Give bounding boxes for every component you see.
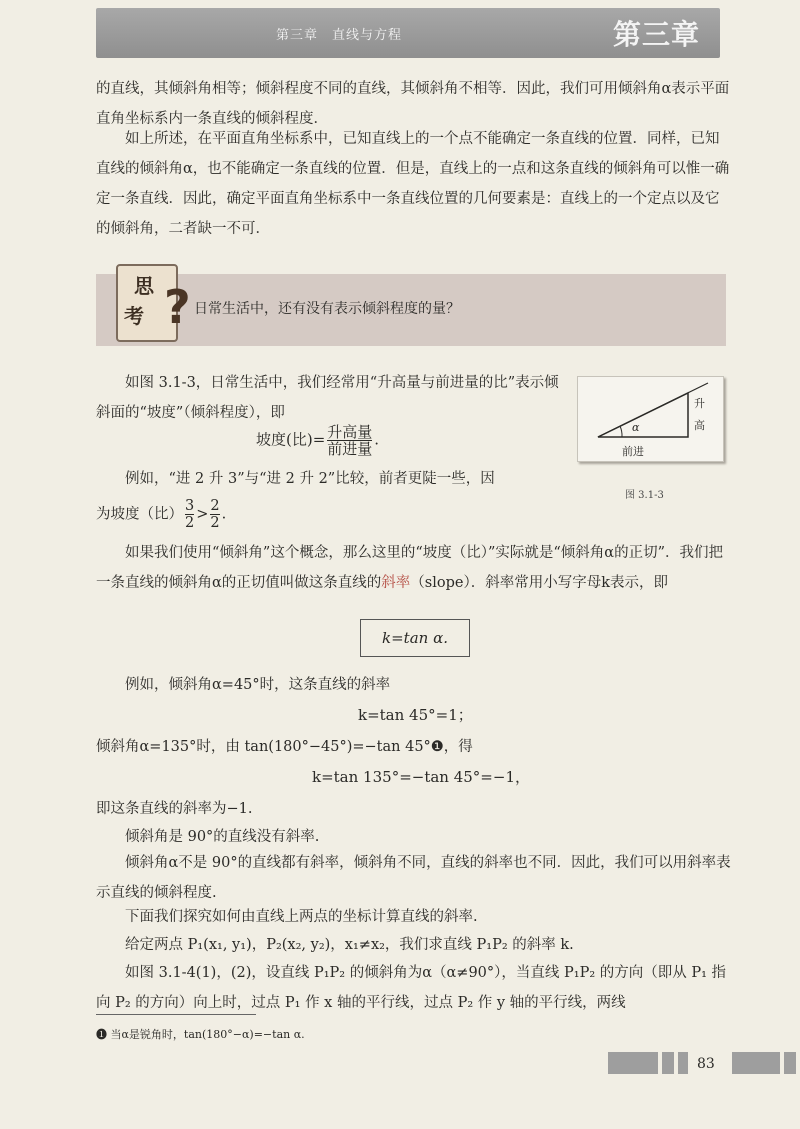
- footnote: ❶ 当α是锐角时，tan(180°−α)=−tan α.: [96, 1028, 305, 1041]
- slope-term: 斜率: [381, 575, 411, 591]
- para5-text: 为坡度（比）: [96, 506, 183, 523]
- page-bar-left-2: [662, 1052, 674, 1074]
- equation-2: k=tan 135°=−tan 45°=−1，: [312, 768, 530, 786]
- paragraph-2: 如上所述，在平面直角坐标系中，已知直线上的一个点不能确定一条直线的位置．同样，已知直线的倾斜角α，也不能确定一条直线的位置．但是，直线上的一点和这条直线的倾斜角可以惟一确定一条直线．因此，确定平面直角坐标系中一条直线位置的几何要素是：直线上的一个定点以及它的倾斜角，二者缺一不可．: [96, 131, 730, 237]
- chapter-label: 第三章: [612, 18, 700, 51]
- question-mark-icon: ?: [164, 280, 191, 334]
- page-bar-right: [732, 1052, 780, 1074]
- formula-denominator: 前进量: [327, 440, 373, 458]
- figure-3-1-3: [577, 376, 724, 462]
- formula-numerator: 升高量: [327, 423, 373, 441]
- chapter-title: 第三章 直线与方程: [276, 28, 403, 43]
- para5-end: .: [221, 506, 227, 523]
- fraction-2-den: 2: [210, 515, 220, 531]
- paragraph-14: 如图 3.1-4(1)，(2)，设直线 P₁P₂ 的倾斜角为α（α≠90°），当直线 P₁P₂ 的方向（即从 P₁ 指向 P₂ 的方向）向上时，过点 P₁ 作 x 轴的平行线，过点 P₂ 作 y 轴的平行线，两线: [96, 965, 727, 1011]
- paragraph-3: 如图 3.1-3，日常生活中，我们经常用“升高量与前进量的比”表示倾斜面的“坡度”（倾斜程度），即: [96, 375, 559, 421]
- paragraph-13: 给定两点 P₁(x₁, y₁)，P₂(x₂, y₂)，x₁≠x₂，我们求直线 P₁P₂ 的斜率 k.: [125, 937, 574, 953]
- slope-line: [598, 383, 708, 437]
- para6-text: 如果我们使用“倾斜角”这个概念，那么这里的“坡度（比）”实际就是“倾斜角α的正切”．我们把一条直线的倾斜角α的正切值叫做这条直线的: [96, 545, 724, 591]
- page-bar-left-3: [678, 1052, 688, 1074]
- paragraph-5: [96, 498, 566, 531]
- chapter-header: [96, 8, 720, 58]
- paragraph-11: 倾斜角α不是 90°的直线都有斜率，倾斜角不同，直线的斜率也不同．因此，我们可以用斜率表示直线的倾斜程度.: [96, 855, 731, 901]
- think-badge-bottom: 考: [124, 304, 144, 328]
- page-bar-right-2: [784, 1052, 796, 1074]
- paragraph-10: 倾斜角是 90°的直线没有斜率.: [125, 829, 320, 845]
- para6-text-b: （slope）．斜率常用小写字母k表示，即: [410, 575, 669, 591]
- paragraph-4: 例如，“进 2 升 3”与“进 2 升 2”比较，前者更陡一些，因: [125, 471, 495, 487]
- greater-than: >: [196, 506, 209, 523]
- equation-1: k=tan 45°=1；: [358, 706, 473, 724]
- fraction-1-num: 3: [185, 498, 195, 514]
- page-number: 83: [697, 1056, 715, 1072]
- formula-lhs: 坡度(比)=: [256, 430, 326, 449]
- fraction-2-num: 2: [210, 498, 220, 514]
- think-question: 日常生活中，还有没有表示倾斜程度的量？: [194, 301, 460, 317]
- footnote-rule: [96, 1014, 256, 1015]
- paragraph-7: 例如，倾斜角α=45°时，这条直线的斜率: [125, 677, 391, 693]
- angle-arc: [620, 426, 622, 437]
- paragraph-8: 倾斜角α=135°时，由 tan(180°−45°)=−tan 45°❶，得: [96, 739, 473, 755]
- run-label: 前进: [622, 445, 644, 458]
- fraction-1-den: 2: [185, 515, 195, 531]
- formula-slope-ratio: [256, 424, 379, 457]
- boxed-formula: k=tan α.: [360, 619, 470, 657]
- page-bar-left: [608, 1052, 658, 1074]
- rise-label-1: 升: [694, 397, 705, 410]
- paragraph-9: 即这条直线的斜率为−1.: [96, 801, 253, 817]
- formula-end: .: [374, 430, 380, 449]
- angle-label: α: [632, 421, 640, 434]
- paragraph-6: [96, 538, 732, 598]
- paragraph-12: 下面我们探究如何由直线上两点的坐标计算直线的斜率.: [125, 909, 478, 925]
- think-badge-top: 思: [134, 274, 154, 298]
- figure-caption: 图 3.1-3: [625, 490, 664, 501]
- think-box: [96, 274, 726, 346]
- paragraph-1: 的直线，其倾斜角相等；倾斜程度不同的直线，其倾斜角不相等．因此，我们可用倾斜角α表示平面直角坐标系内一条直线的倾斜程度．: [96, 81, 730, 127]
- rise-label-2: 高: [694, 419, 705, 432]
